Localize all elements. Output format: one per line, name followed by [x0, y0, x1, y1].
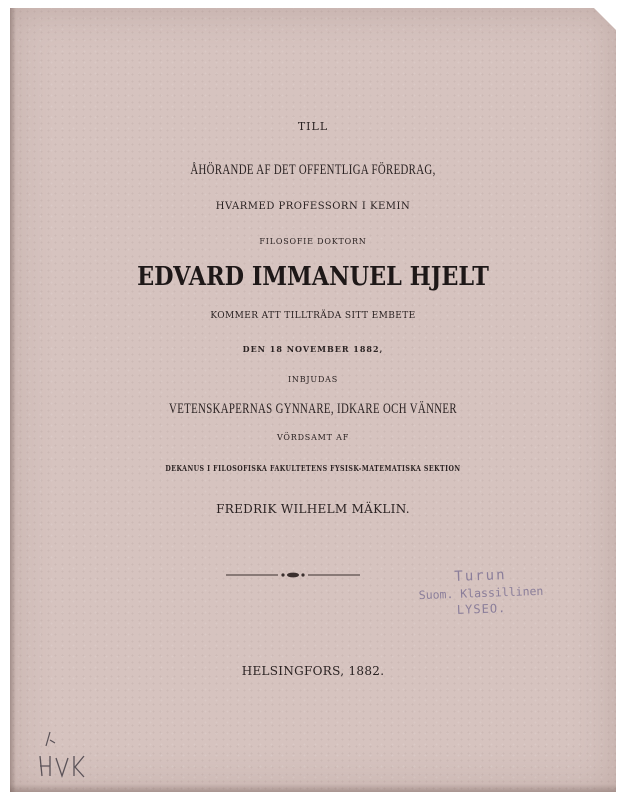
ornament-rule [226, 568, 360, 582]
invited-line: INBJUDAS [287, 375, 339, 384]
dean-line: DEKANUS I FILOSOFISKA FAKULTETENS FYSISK-MATEMATISKA SEKTION [165, 463, 461, 473]
stamp-line-1: Turun [454, 567, 507, 585]
stamp-line-2: Suom. Klassillinen [418, 583, 544, 603]
stamp-line-3: LYSEO. [456, 601, 507, 617]
date-line: DEN 18 NOVEMBER 1882, [242, 344, 384, 354]
audience-line: ÅHÖRANDE AF DET OFFENTLIGA FÖREDRAG, [190, 162, 436, 178]
professor-line: HVARMED PROFESSORN I KEMIN [215, 201, 411, 212]
office-line: KOMMER ATT TILLTRÄDA SITT EMBETE [210, 311, 416, 321]
handwritten-pencil-mark [38, 730, 118, 790]
signatory-name: FREDRIK WILHELM MÄKLIN. [216, 502, 410, 516]
heading-till: TILL [297, 120, 329, 133]
title-page [10, 8, 616, 792]
library-stamp [395, 565, 567, 619]
guests-line: VETENSKAPERNAS GYNNARE, IDKARE OCH VÄNNER [169, 401, 457, 417]
torn-corner [594, 8, 616, 30]
imprint-line: HELSINGFORS, 1882. [241, 664, 385, 678]
respectfully-line: VÖRDSAMT AF [276, 433, 350, 442]
honoree-name: EDVARD IMMANUEL HJELT [137, 262, 489, 292]
degree-line: FILOSOFIE DOKTORN [259, 237, 367, 246]
